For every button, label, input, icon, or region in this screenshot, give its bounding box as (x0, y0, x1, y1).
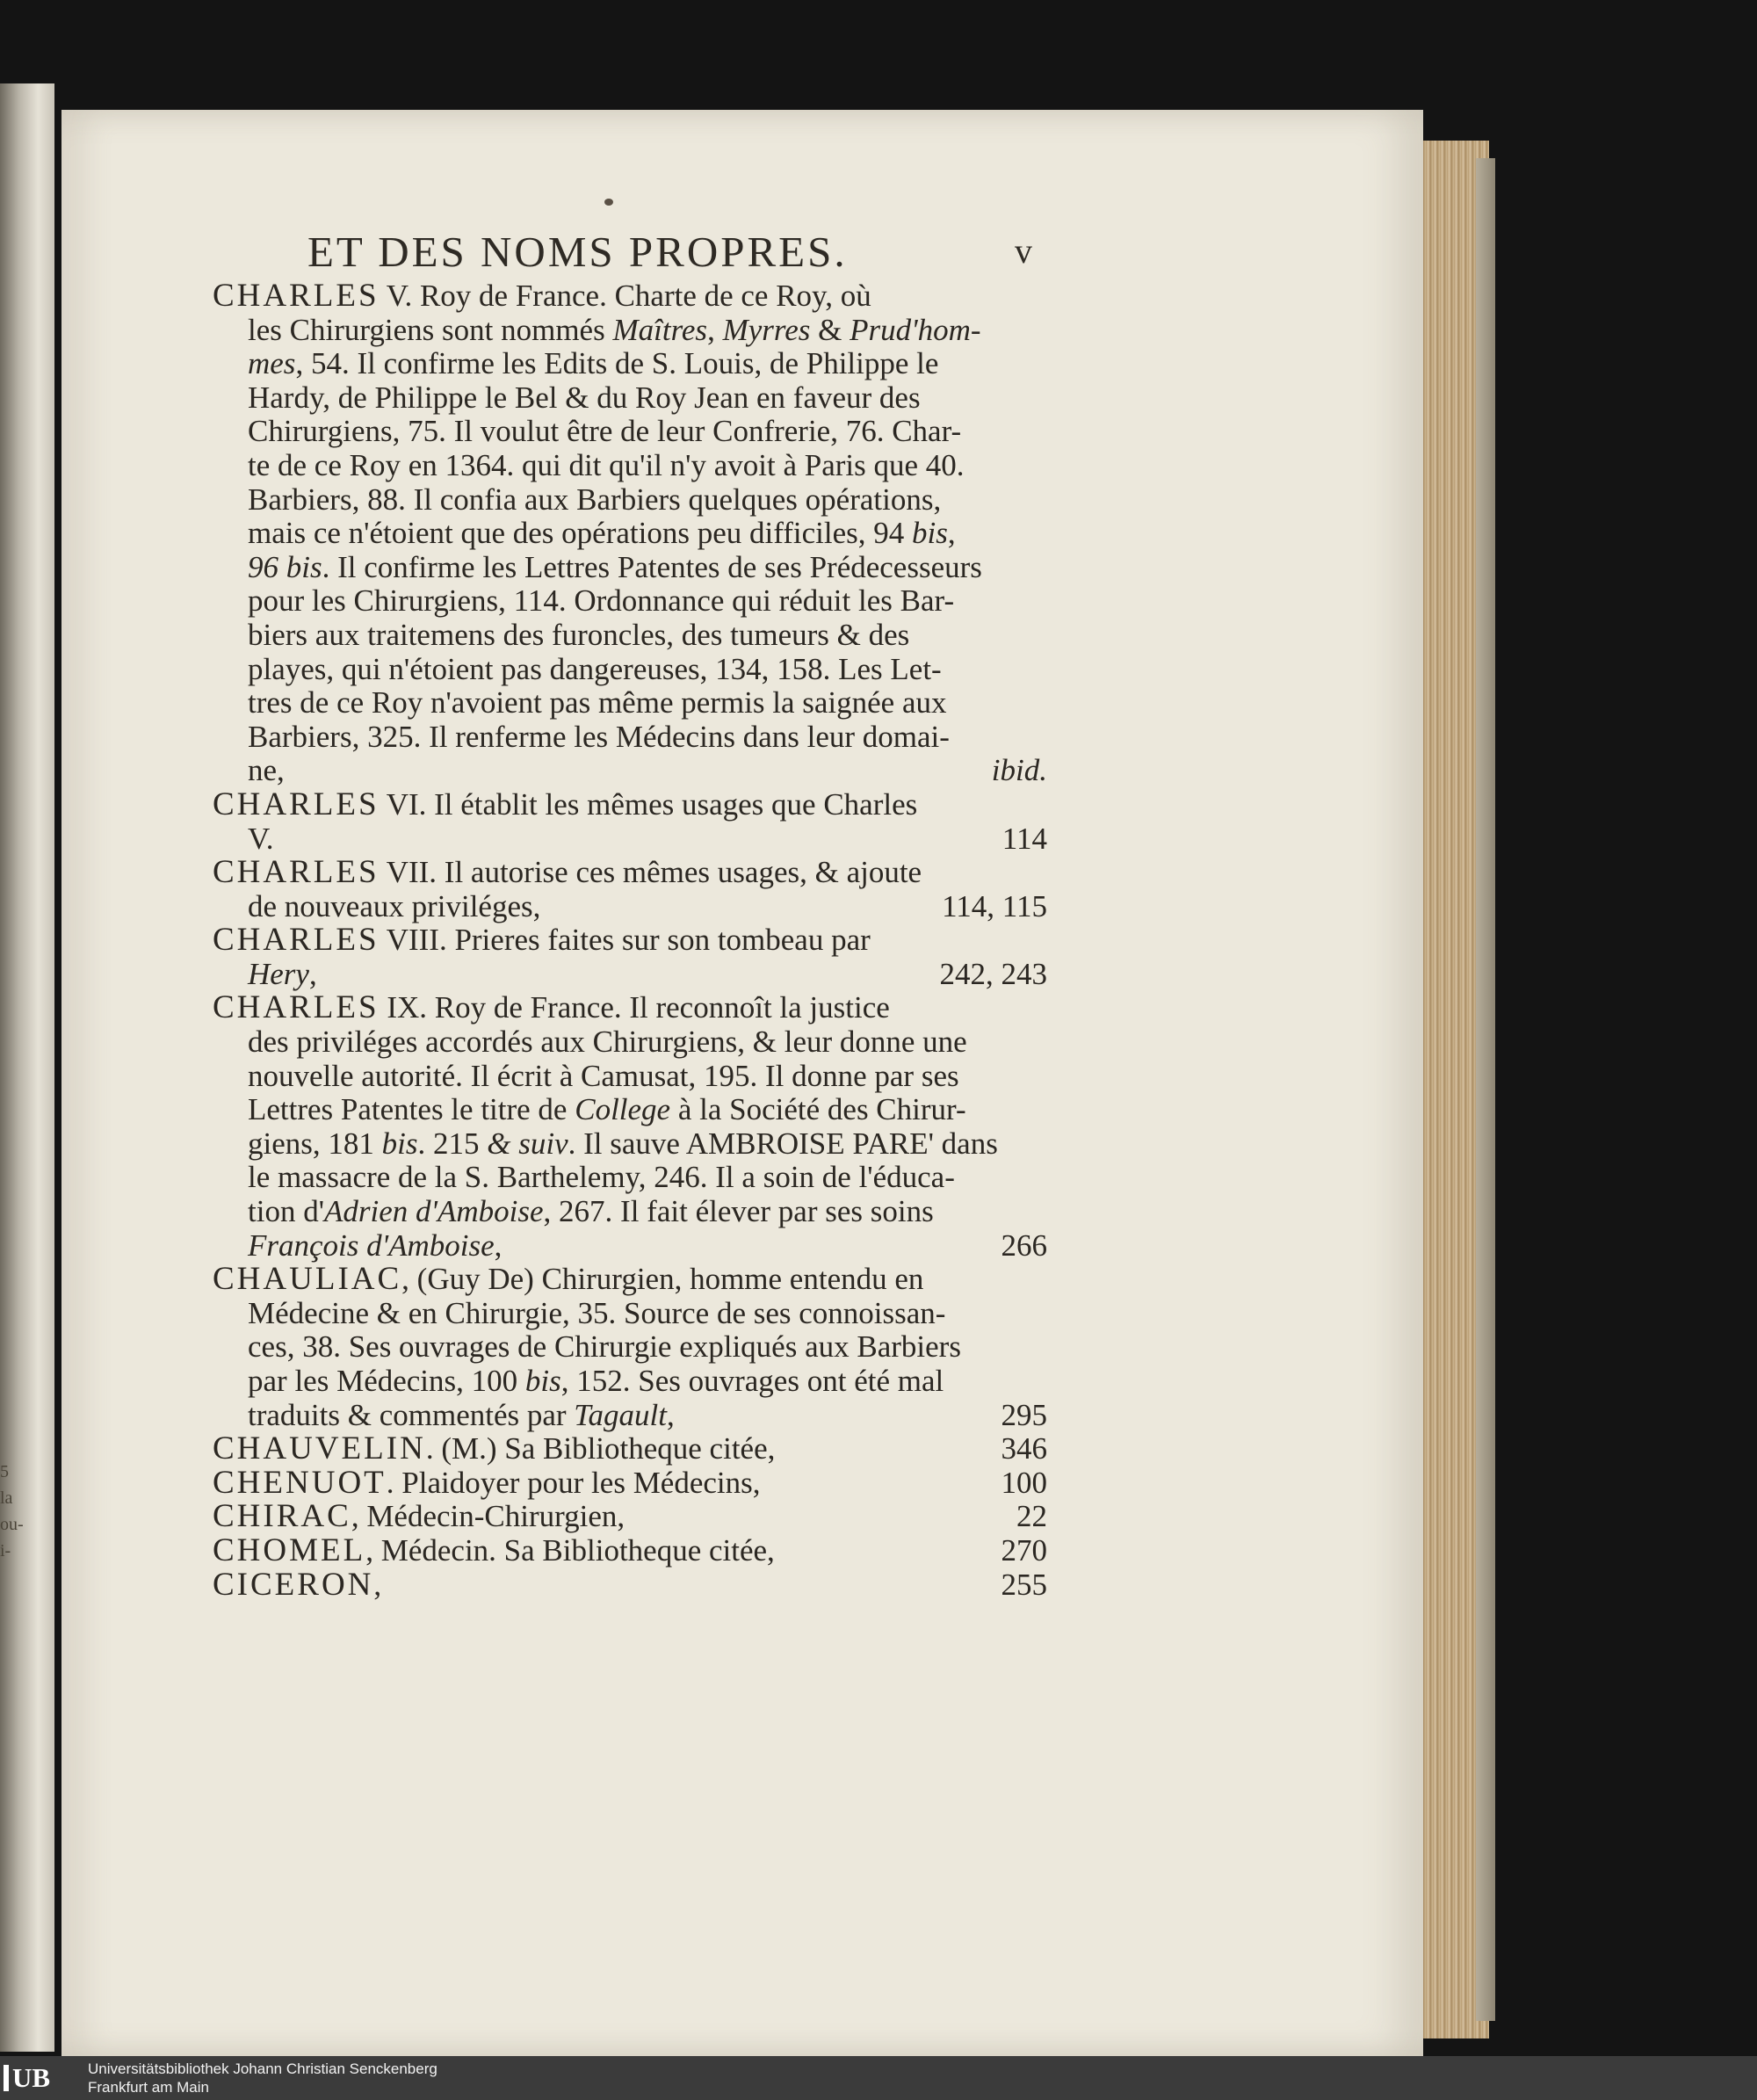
page-reference: ibid. (991, 753, 1047, 788)
index-line (213, 381, 1047, 416)
index-line-text: CICERON, (213, 1566, 382, 1603)
page-reference: 270 (1001, 1532, 1047, 1568)
index-line-text: de nouveaux priviléges, (248, 888, 541, 923)
index-line-text: Barbiers, 325. Il renferme les Médecins dans leur domai- (248, 719, 950, 754)
index-line (213, 1060, 1047, 1094)
index-line-text: te de ce Roy en 1364. qui dit qu'il n'y avoit à Paris que 40. (248, 447, 965, 482)
index-line-text: tres de ce Roy n'avoient pas même permis la saignée aux (248, 685, 947, 721)
book-cover-edge (1476, 158, 1495, 2021)
index-line-text: Lettres Patentes le titre de College à la Société des Chirur- (248, 1092, 966, 1127)
index-line-text: mais ce n'étoient que des opérations peu difficiles, 94 bis, (248, 516, 956, 551)
logo-text: UB (12, 2062, 51, 2093)
index-line-text: des priviléges accordés aux Chirurgiens, & leur donne une (248, 1025, 967, 1060)
page-number: v (1015, 231, 1032, 271)
index-entry (213, 923, 1047, 991)
index-line-text: tion d'Adrien d'Amboise, 267. Il fait élever par ses soins (248, 1194, 934, 1229)
index-line-text: 96 bis. Il confirme les Lettres Patentes de ses Prédecesseurs (248, 549, 982, 584)
index-line (213, 483, 1047, 518)
index-line (213, 1500, 1047, 1534)
index-line (213, 1229, 1047, 1264)
index-entry (213, 1263, 1047, 1432)
index-line (213, 415, 1047, 449)
index-line (213, 347, 1047, 381)
index-line (213, 721, 1047, 755)
index-entry (213, 991, 1047, 1263)
library-footer (0, 2056, 1757, 2100)
index-line-text: Hery, (248, 956, 317, 991)
index-line-text: Chirurgiens, 75. Il voulut être de leur Confrerie, 76. Char- (248, 414, 962, 449)
page-reference: 255 (1001, 1567, 1047, 1602)
index-line (213, 923, 1047, 958)
logo-bar-icon (4, 2065, 9, 2091)
index-line (213, 279, 1047, 314)
index-line-text: CHARLES IX. Roy de France. Il reconnoît la justice (213, 989, 890, 1026)
index-line (213, 1263, 1047, 1297)
index-line (213, 1399, 1047, 1433)
index-line (213, 314, 1047, 348)
index-line (213, 1297, 1047, 1331)
index-line-text: V. (248, 821, 274, 856)
index-line-text: CHAUVELIN. (M.) Sa Bibliotheque citée, (213, 1430, 776, 1467)
index-line (213, 1025, 1047, 1060)
index-entry (213, 279, 1047, 788)
index-line-text: traduits & commentés par Tagault, (248, 1397, 675, 1432)
index-line (213, 1195, 1047, 1229)
index-line-text: François d'Amboise, (248, 1227, 503, 1263)
index-line (213, 1127, 1047, 1162)
library-name (88, 2060, 437, 2096)
index-line (213, 653, 1047, 687)
index-line-text: giens, 181 bis. 215 & suiv. Il sauve AMBROISE PARE' dans (248, 1126, 998, 1161)
facing-page-mark: la (0, 1488, 13, 1508)
page-reference: 266 (1001, 1227, 1047, 1263)
index-line-text: pour les Chirurgiens, 114. Ordonnance qui réduit les Bar- (248, 583, 955, 619)
index-entry (213, 1568, 1047, 1603)
index-line-text: nouvelle autorité. Il écrit à Camusat, 195. Il donne par ses (248, 1058, 959, 1093)
index-line (213, 1161, 1047, 1195)
library-logo[interactable] (4, 2061, 79, 2095)
facing-page-mark: i- (0, 1541, 11, 1561)
index-line (213, 1330, 1047, 1365)
index-line-text: CHIRAC, Médecin-Chirurgien, (213, 1498, 625, 1535)
index-line-text: les Chirurgiens sont nommés Maîtres, Myrres & Prud'hom- (248, 312, 981, 347)
index-line-text: CHARLES VII. Il autorise ces mêmes usages, & ajoute (213, 854, 922, 891)
index-line (213, 686, 1047, 721)
index-line-text: CHAULIAC, (Guy De) Chirurgien, homme entendu en (213, 1261, 924, 1298)
index-line-text: le massacre de la S. Barthelemy, 246. Il a soin de l'éduca- (248, 1160, 955, 1195)
index-line-text: mes, 54. Il confirme les Edits de S. Louis, de Philippe le (248, 346, 939, 381)
page-reference: 242, 243 (939, 956, 1047, 991)
index-line (213, 754, 1047, 788)
index-line (213, 619, 1047, 653)
index-entry (213, 1466, 1047, 1501)
index-line (213, 958, 1047, 992)
facing-page-edge (0, 83, 54, 2052)
library-name-line1: Universitätsbibliothek Johann Christian Senckenberg (88, 2060, 437, 2077)
index-entry (213, 1432, 1047, 1466)
index-line-text: ces, 38. Ses ouvrages de Chirurgie expliqués aux Barbiers (248, 1329, 961, 1365)
index-line (213, 890, 1047, 924)
index-line (213, 517, 1047, 551)
index-line (213, 1568, 1047, 1603)
index-line-text: playes, qui n'étoient pas dangereuses, 134, 158. Les Let- (248, 651, 942, 686)
index-line-text: biers aux traitemens des furoncles, des tumeurs & des (248, 617, 910, 652)
index-entry (213, 856, 1047, 923)
index-line-text: par les Médecins, 100 bis, 152. Ses ouvrages ont été mal (248, 1364, 944, 1398)
index-line (213, 1432, 1047, 1466)
page-reference: 114, 115 (942, 888, 1047, 923)
page-reference: 100 (1001, 1465, 1047, 1500)
index-line (213, 991, 1047, 1025)
index-line-text: CHARLES VIII. Prieres faites sur son tombeau par (213, 922, 871, 959)
index-line (213, 1365, 1047, 1399)
index-line (213, 551, 1047, 585)
index-line-text: CHOMEL, Médecin. Sa Bibliotheque citée, (213, 1532, 775, 1568)
index-line (213, 584, 1047, 619)
index-entries (213, 279, 1047, 1602)
index-line (213, 788, 1047, 822)
index-line (213, 449, 1047, 483)
facing-page-mark: 5 (0, 1462, 9, 1481)
running-head: ET DES NOMS PROPRES. (307, 228, 848, 276)
facing-page-marks (0, 1459, 26, 1564)
index-entry (213, 1500, 1047, 1534)
index-entry (213, 1534, 1047, 1568)
index-line-text: CHARLES V. Roy de France. Charte de ce Roy, où (213, 278, 871, 314)
library-name-line2: Frankfurt am Main (88, 2079, 209, 2096)
index-line (213, 856, 1047, 890)
index-line-text: ne, (248, 753, 285, 788)
index-line (213, 1093, 1047, 1127)
page-reference: 114 (1001, 821, 1047, 856)
index-entry (213, 788, 1047, 856)
page-reference: 22 (1016, 1499, 1047, 1534)
index-line-text: CHENUOT. Plaidoyer pour les Médecins, (213, 1464, 761, 1501)
index-line-text: CHARLES VI. Il établit les mêmes usages que Charles (213, 786, 918, 822)
ink-mark (604, 199, 613, 206)
index-line-text: Barbiers, 88. Il confia aux Barbiers quelques opérations, (248, 482, 942, 517)
page-reference: 295 (1001, 1397, 1047, 1432)
facing-page-mark: ou- (0, 1515, 24, 1534)
index-line (213, 1466, 1047, 1501)
page-reference: 346 (1001, 1431, 1047, 1466)
index-line (213, 1534, 1047, 1568)
index-line-text: Hardy, de Philippe le Bel & du Roy Jean en faveur des (248, 380, 921, 415)
index-line-text: Médecine & en Chirurgie, 35. Source de ses connoissan- (248, 1295, 946, 1330)
index-line (213, 822, 1047, 857)
